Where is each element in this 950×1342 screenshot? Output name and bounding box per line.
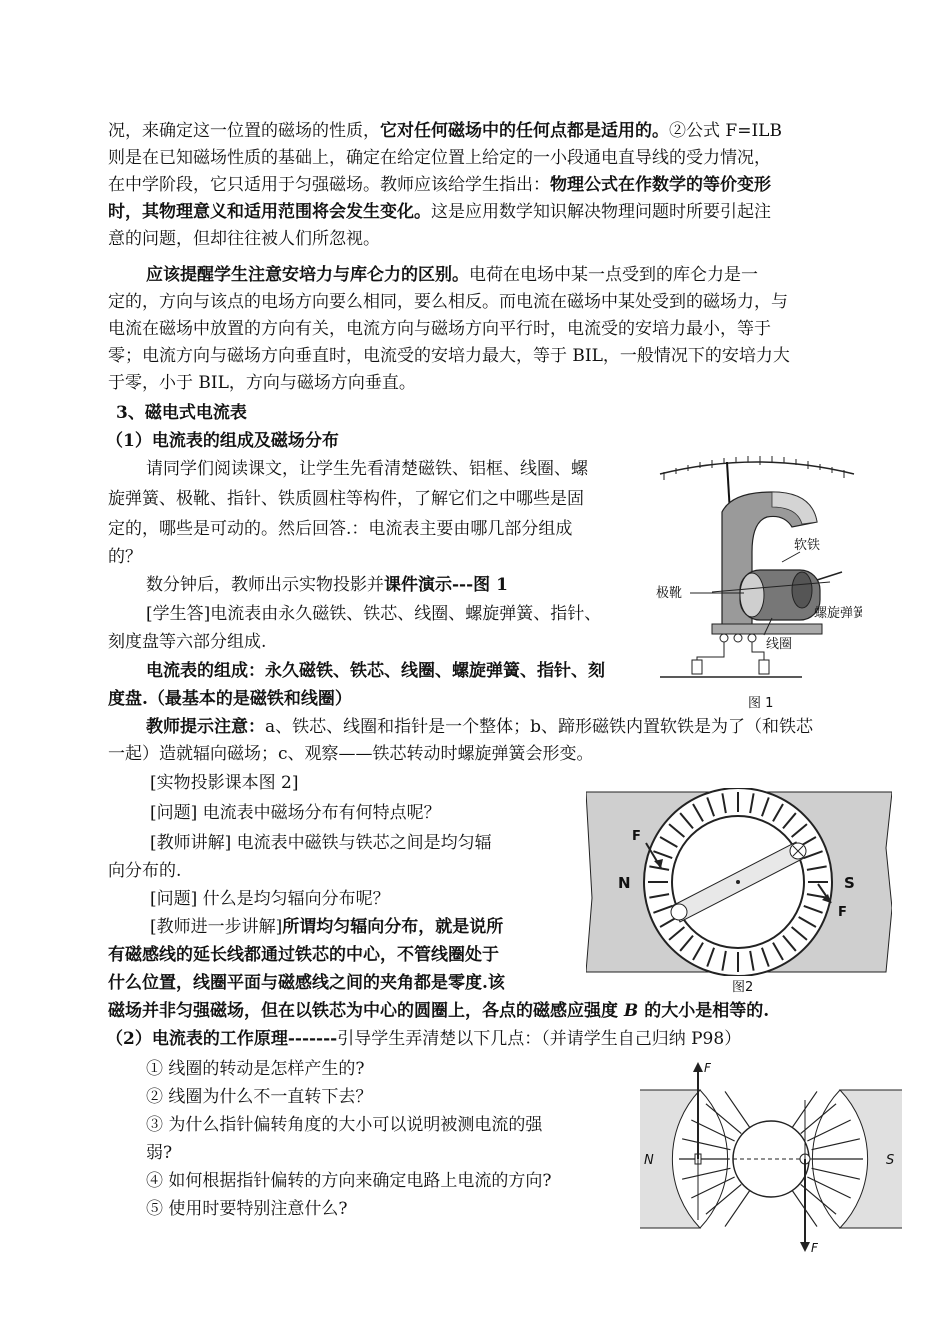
text-line: 零；电流方向与磁场方向垂直时，电流受的安培力最大，等于 BIL，一般情况下的安培力大 [108,346,790,366]
label-coil: 线圈 [766,637,793,652]
figure-2-radial-field [586,788,892,976]
bold-line: 有磁感线的延长线都通过铁芯的中心，不管线圈处于 [108,945,499,965]
bold-line: 电流表的组成：永久磁铁、铁芯、线圈、螺旋弹簧、指针、刻 [146,661,605,681]
text-run: 电荷在电场中某一点受到的库仑力是一 [469,265,758,285]
text-line: 则是在已知磁场性质的基础上，确定在给定位置上给定的一小段通电直导线的受力情况， [108,148,771,168]
text-line: 向分布的. [108,861,182,881]
label-soft-iron: 软铁 [794,538,821,553]
subsection-heading: （1）电流表的组成及磁场分布 [106,431,339,451]
text-line: 意的问题，但却往往被人们所忽视。 [108,229,380,249]
bold-text: 时，其物理意义和适用范围将会发生变化。 [108,202,431,222]
text-run: ②公式 F=ILB [669,121,782,141]
label-s: S [886,1153,895,1168]
text-line: [问题] 电流表中磁场分布有何特点呢？ [150,803,441,823]
text-line [146,262,758,289]
text-line: [学生答]电流表由永久磁铁、铁芯、线圈、螺旋弹簧、指针、 [146,604,602,624]
bold-line [108,998,769,1025]
bold-text: 应该提醒学生注意安培力与库仑力的区别。 [146,265,469,285]
label-f-left: F [632,829,641,844]
subsection-heading: （2）电流表的工作原理------- [106,1029,338,1049]
question-item: ② 线圈为什么不一直转下去？ [146,1087,373,1107]
bold-line: 度盘.（最基本的是磁铁和线圈） [108,689,352,709]
question-item: ④ 如何根据指针偏转的方向来确定电路上电流的方向? [146,1171,552,1191]
text-line [108,199,771,226]
text-run: 在中学阶段，它只适用于匀强磁场。教师应该给学生指出： [108,175,550,195]
bold-text: 物理公式在作数学的等价变形 [550,175,771,195]
question-item: ⑤ 使用时要特别注意什么? [146,1199,348,1219]
text-run: 引导学生弄清楚以下几点：（并请学生自己归纳 P98） [337,1029,742,1049]
question-item: ① 线圈的转动是怎样产生的? [146,1059,365,1079]
text-line: 定的，方向与该点的电场方向要么相同，要么相反。而电流在磁场中某处受到的磁场力，与 [108,292,788,312]
label-f-top: F [704,1061,711,1075]
bold-text: 所谓均匀辐向分布，就是说所 [282,917,504,937]
text-line: 于零，小于 BIL，方向与磁场方向垂直。 [108,373,416,393]
figure-2-caption: 图2 [732,980,754,995]
text-line [108,118,782,145]
text-line [108,172,771,199]
text-run: 况，来确定这一位置的磁场的性质， [108,121,380,141]
label-n: N [644,1153,654,1168]
text-run: [教师进一步讲解] [150,917,283,937]
label-n: N [618,874,631,892]
text-line [146,714,813,741]
bold-text: 教师提示注意： [146,717,265,737]
text-run: 数分钟后，教师出示实物投影并 [146,575,384,595]
text-line: 一起）造就辐向磁场；c、观察——铁芯转动时螺旋弹簧会形变。 [108,744,594,764]
radial-field-diagram [586,788,892,976]
text-run: a、铁芯、线圈和指针是一个整体；b、蹄形磁铁内置软铁是为了（和铁芯 [265,717,814,737]
figure-1-galvanometer [652,452,862,712]
text-line: [问题] 什么是均匀辐向分布呢？ [150,889,390,909]
question-item: 弱? [146,1143,173,1163]
text-line: 电流在磁场中放置的方向有关，电流方向与磁场方向平行时，电流受的安培力最小，等于 [108,319,771,339]
text-line [106,1026,741,1053]
label-spring: 螺旋弹簧 [814,606,862,621]
label-f-bottom: F [811,1241,818,1255]
text-line: [教师讲解] 电流表中磁铁与铁芯之间是均匀辐 [150,833,492,853]
figure-1-caption: 图 1 [748,696,774,711]
section-heading: 3、磁电式电流表 [116,403,247,423]
bold-line: 什么位置，线圈平面与磁感线之间的夹角都是零度.该 [108,973,505,993]
text-line [150,914,503,941]
label-pole-shoe: 极靴 [656,586,683,601]
text-line [146,572,508,599]
text-line: 刻度盘等六部分组成. [108,632,267,652]
bold-text: 的大小是相等的. [638,1001,770,1021]
bold-text: 它对任何磁场中的任何点都是适用的。 [380,121,669,141]
symbol-b: B [623,1001,639,1021]
galvanometer-diagram [652,452,862,712]
figure-3-coil-forces [640,1060,902,1256]
label-f-right: F [838,905,847,920]
coil-force-diagram [640,1060,902,1256]
text-line: 定的，哪些是可动的。然后回答.：电流表主要由哪几部分组成 [108,519,573,539]
text-line: 旋弹簧、极靴、指针、铁质圆柱等构件，了解它们之中哪些是固 [108,489,584,509]
text-line: 请同学们阅读课文，让学生先看清楚磁铁、铝框、线圈、螺 [146,459,588,479]
text-run: 这是应用数学知识解决物理问题时所要引起注 [431,202,771,222]
bold-text: 课件演示---图 1 [384,575,508,595]
label-s: S [844,874,855,892]
text-line: [实物投影课本图 2] [150,773,299,793]
question-item: ③ 为什么指针偏转角度的大小可以说明被测电流的强 [146,1115,543,1135]
bold-text: 磁场并非匀强磁场，但在以铁芯为中心的圆圈上，各点的磁感应强度 [108,1001,624,1021]
text-line: 的？ [108,547,142,567]
